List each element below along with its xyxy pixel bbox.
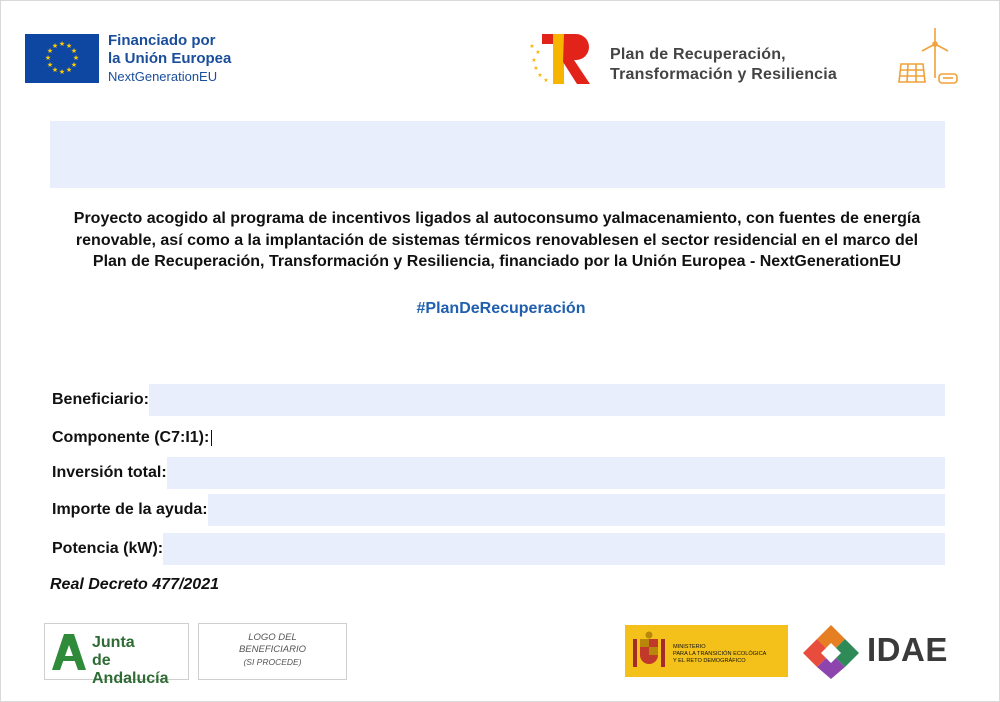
- beneficiario-label: Beneficiario:: [52, 391, 149, 408]
- junta-andalucia-logo: [44, 623, 189, 687]
- hashtag: #PlanDeRecuperación: [416, 300, 586, 317]
- svg-text:★: ★: [46, 61, 54, 69]
- junta-andalucia-icon: [51, 633, 87, 671]
- plan-recuperacion-title: [610, 45, 837, 85]
- eu-funding-line3: NextGenerationEU: [108, 69, 218, 84]
- potencia-input[interactable]: [163, 533, 945, 565]
- importe-ayuda-label: Importe de la ayuda:: [52, 501, 208, 518]
- tr-logo-icon: [528, 32, 596, 86]
- beneficiary-logo-placeholder: [198, 623, 347, 680]
- eu-funding-text: [108, 32, 231, 86]
- benef-line3: (SI PROCEDE): [243, 657, 302, 667]
- svg-text:★: ★: [44, 54, 52, 62]
- svg-text:★: ★: [46, 47, 54, 55]
- decree-reference: Real Decreto 477/2021: [50, 576, 219, 593]
- svg-text:★: ★: [70, 47, 78, 55]
- svg-text:★: ★: [65, 42, 73, 50]
- ministerio-line2: PARA LA TRANSICIÓN ECOLÓGICA: [673, 651, 767, 657]
- svg-text:★: ★: [72, 54, 80, 62]
- importe-ayuda-input[interactable]: [208, 494, 945, 526]
- field-beneficiario: [52, 386, 945, 414]
- svg-text:★: ★: [58, 68, 66, 76]
- text-cursor: [211, 430, 212, 446]
- ministerio-line1: MINISTERIO: [673, 644, 706, 650]
- svg-text:★: ★: [529, 43, 535, 50]
- idae-logo-icon: [802, 625, 860, 679]
- svg-text:★: ★: [51, 42, 59, 50]
- coat-of-arms-icon: [633, 631, 665, 671]
- field-importe-ayuda: [52, 496, 945, 524]
- ministerio-logo: [625, 625, 788, 677]
- svg-text:★: ★: [533, 65, 539, 72]
- svg-text:★: ★: [58, 40, 66, 48]
- svg-text:★: ★: [65, 66, 73, 74]
- inversion-total-label: Inversión total:: [52, 464, 167, 481]
- svg-text:★: ★: [543, 77, 549, 84]
- svg-text:★: ★: [531, 57, 537, 64]
- project-line2: renovable, así como a la implantación de sistemas térmicos renovablesen el sector residencial en el marco del: [75, 231, 919, 249]
- eu-flag-icon: [25, 34, 99, 83]
- svg-text:★: ★: [537, 72, 543, 79]
- potencia-label: Potencia (kW):: [52, 540, 164, 557]
- plan-title-line2: Transformación y Resiliencia: [610, 66, 838, 83]
- inversion-total-input[interactable]: [167, 457, 945, 489]
- field-inversion-total: [52, 459, 945, 487]
- svg-text:★: ★: [535, 49, 541, 56]
- eu-funding-line2: la Unión Europea: [108, 50, 232, 67]
- field-componente: [52, 424, 212, 452]
- svg-text:★: ★: [51, 66, 59, 74]
- benef-line2: BENEFICIARIO: [238, 644, 307, 655]
- benef-line1: LOGO DEL: [248, 632, 297, 643]
- wind-solar-icon: [895, 26, 961, 88]
- field-potencia: [52, 535, 945, 563]
- junta-line2: de Andalucía: [92, 652, 169, 687]
- plan-title-line1: Plan de Recuperación,: [610, 46, 786, 63]
- project-title-field[interactable]: [50, 121, 945, 188]
- eu-funding-line1: Financiado por: [108, 32, 216, 49]
- svg-text:★: ★: [70, 61, 78, 69]
- project-line1: Proyecto acogido al programa de incentivos ligados al autoconsumo yalmacenamiento, con fuentes de energía: [73, 210, 921, 227]
- beneficiario-input[interactable]: [149, 384, 945, 416]
- junta-line1: Junta: [92, 634, 135, 651]
- project-line3: Plan de Recuperación, Transformación y Resiliencia, financiado por la Unión Europea - NextGenerationEU: [92, 253, 902, 270]
- project-description: [41, 208, 953, 273]
- idae-wordmark: IDAE: [867, 631, 948, 668]
- ministerio-line3: Y EL RETO DEMOGRÁFICO: [673, 658, 746, 664]
- componente-label: Componente (C7:I1):: [52, 429, 210, 446]
